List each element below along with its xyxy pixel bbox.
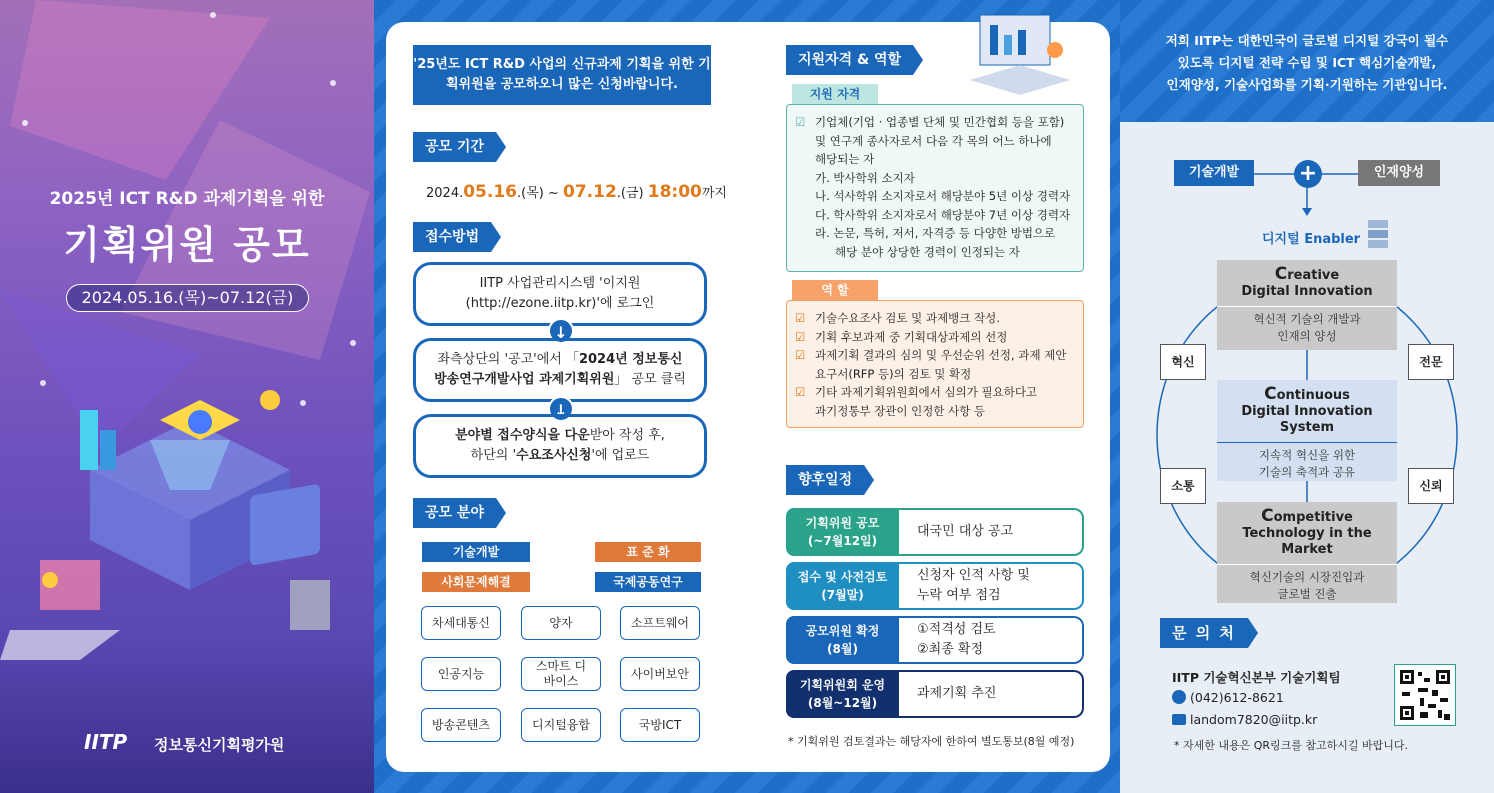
plus-icon: + xyxy=(1294,160,1322,188)
field-tag-standard: 표 준 화 xyxy=(595,542,701,562)
phone-icon xyxy=(1172,690,1186,704)
contact-email[interactable]: landom7820@iitp.kr xyxy=(1172,712,1317,727)
check-icon: ☑ xyxy=(795,311,806,325)
check-icon: ☑ xyxy=(795,385,806,399)
field-item: 방송콘텐츠 xyxy=(421,708,501,742)
field-tag-social: 사회문제해결 xyxy=(422,572,530,592)
qual-header: 지원자격 & 역할 xyxy=(786,45,913,75)
field-tag-intl: 국제공동연구 xyxy=(595,572,701,592)
org-name: 정보통신기획평가원 xyxy=(154,736,285,754)
competitive-box: Competitive Technology in the Market 혁신기술의 시장진입과 글로벌 진출 xyxy=(1217,502,1397,592)
analytics-illustration xyxy=(960,10,1080,110)
period-text: 2024.05.16.(목) ~ 07.12.(금) 18:00까지 xyxy=(426,182,727,202)
schedule-row: 공모위원 확정 (8월) ①적격성 검토 ②최종 확정 xyxy=(786,616,1084,664)
value-innovation: 혁신 xyxy=(1160,344,1206,380)
schedule-row: 기획위원회 운영 (8월~12월) 과제기획 추진 xyxy=(786,670,1084,718)
about-desc: 저희 IITP는 대한민국이 글로벌 디지털 강국이 될수 있도록 디지털 전략 수립 및 ICT 핵심기술개발, 인재양성, 기술사업화를 기획·기원하는 기관입니다. xyxy=(1165,33,1449,92)
contact-phone: (042)612-8621 xyxy=(1172,690,1284,705)
field-item: 양자 xyxy=(521,606,601,640)
apply-step-3: 분야별 접수양식을 다운받아 작성 후, 하단의 '수요조사신청'에 업로드 xyxy=(413,414,707,478)
tech-dev-badge: 기술개발 xyxy=(1174,160,1254,186)
check-icon: ☑ xyxy=(795,329,806,344)
value-communication: 소통 xyxy=(1160,468,1206,504)
schedule-row: 접수 및 사전검토 (7월말) 신청자 인적 사항 및 누락 여부 점검 xyxy=(786,562,1084,610)
qr-code-icon[interactable] xyxy=(1394,664,1456,726)
intro-banner: '25년도 ICT R&D 사업의 신규과제 기획을 위한 기획위원을 공모하오니 많은 신청바랍니다. xyxy=(413,45,711,105)
value-trust: 신뢰 xyxy=(1408,468,1454,504)
server-icon xyxy=(1364,216,1394,256)
role-box: ☑ 기술수요조사 검토 및 과제뱅크 작성. ☑ 기획 후보과제 중 기획대상과제의 선정 ☑ 과제기획 결과의 심의 및 우선순위 선정, 과제 제안 요구서(RFP 등)의 검토 및 확정 ☑ 기타 과제기획위원회에서 심의가 필요하다고 과기정통부 장관이 인정한 사항 등 xyxy=(786,300,1084,428)
contact-header: 문 의 처 xyxy=(1160,618,1248,648)
field-item: 디지털융합 xyxy=(521,708,601,742)
cover-panel xyxy=(0,0,374,793)
iitp-logo: IITP xyxy=(84,730,128,754)
creative-box: Creative Digital Innovation 혁신적 기술의 개발과 인재의 양성 xyxy=(1217,260,1397,350)
schedule-header: 향후일정 xyxy=(786,465,864,495)
mail-icon xyxy=(1172,714,1186,725)
check-icon: ☑ xyxy=(795,115,806,129)
cover-date: 2024.05.16.(목)~07.12(금) xyxy=(66,284,309,312)
field-tag-tech: 기술개발 xyxy=(422,542,530,562)
schedule-row: 기획위원 공모 (~7월12일) 대국민 대상 공고 xyxy=(786,508,1084,556)
contact-note: * 자세한 내용은 QR링크를 참고하시길 바랍니다. xyxy=(1174,739,1409,752)
period-header: 공모 기간 xyxy=(413,132,496,162)
contact-team: IITP 기술혁신본부 기술기획팀 xyxy=(1172,670,1341,685)
enabler-label: 디지털 Enabler xyxy=(1262,232,1361,247)
qual-box: ☑ 기업체(기업 · 업종별 단체 및 민간협회 등을 포함) 및 연구계 종사자로서 다음 각 목의 어느 하나에 해당되는 자 가. 박사학위 소지자 나. 석사학위 소지자로서 해당분야 5년 이상 경력자 다. 학사학위 소지자로서 해당분야 7년 이상 경력자 라. 논문, 특허, 저서, 자격증 등 다양한 방법으로 해당 분야 상당한 경력이 인정되는 자 xyxy=(786,104,1084,272)
arrow-down-icon: ↓ xyxy=(548,396,574,422)
check-icon: ☑ xyxy=(795,348,806,362)
qual-sub-label: 지원 자격 xyxy=(792,84,878,104)
field-item: 인공지능 xyxy=(421,657,501,691)
field-item: 소프트웨어 xyxy=(620,606,700,640)
field-item: 차세대통신 xyxy=(421,606,501,640)
cover-subtitle: 2025년 ICT R&D 과제기획을 위한 xyxy=(49,189,325,209)
arrow-down-icon: ↓ xyxy=(548,318,574,344)
apply-step-2: 좌측상단의 '공고'에서 「2024년 정보통신 방송연구개발사업 과제기획위원」 공모 클릭 xyxy=(413,338,707,402)
apply-header: 접수방법 xyxy=(413,222,491,252)
field-item: 국방ICT xyxy=(620,708,700,742)
role-sub-label: 역 할 xyxy=(792,280,878,300)
fields-header: 공모 분야 xyxy=(413,498,496,528)
isometric-illustration xyxy=(0,340,374,670)
schedule-note: * 기획위원 검토결과는 해당자에 한하여 별도통보(8월 예정) xyxy=(788,735,1075,748)
talent-badge: 인재양성 xyxy=(1358,160,1440,186)
field-item: 스마트 디바이스 xyxy=(521,657,601,691)
continuous-box: Continuous Digital Innovation System 지속적 혁신을 위한 기술의 축적과 공유 xyxy=(1217,380,1397,470)
cover-title: 기획위원 공모 xyxy=(63,223,311,267)
field-item: 사이버보안 xyxy=(620,657,700,691)
value-expertise: 전문 xyxy=(1408,344,1454,380)
apply-step-1: IITP 사업관리시스템 '이지원 (http://ezone.iitp.kr)'에 로그인 xyxy=(413,262,707,326)
